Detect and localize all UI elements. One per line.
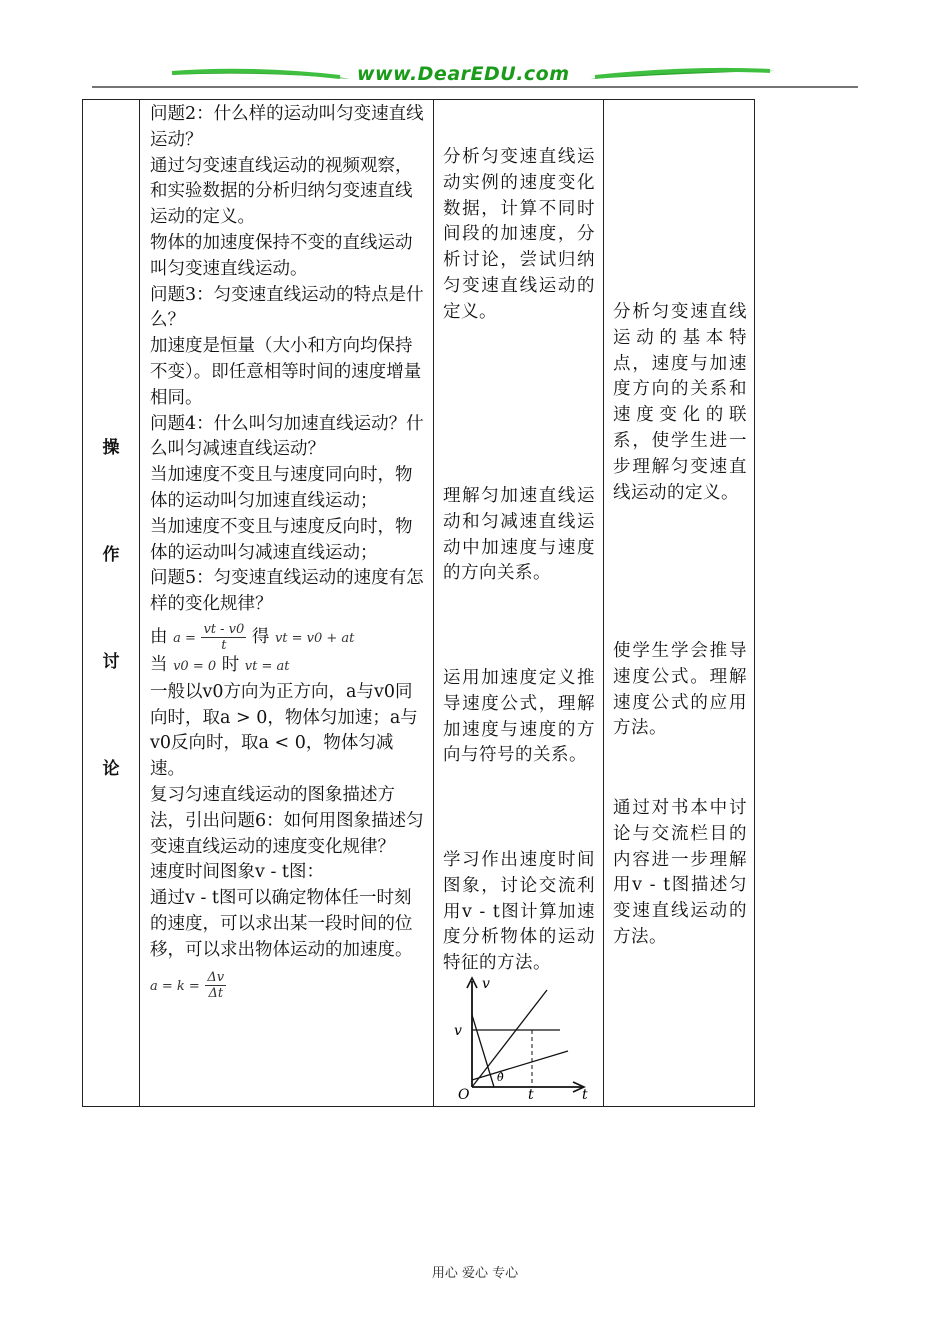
table-row xyxy=(83,100,755,1107)
formula-lhs: a = xyxy=(173,630,196,646)
formula-result: vt = at xyxy=(244,658,290,674)
site-header xyxy=(0,55,950,95)
question-2-answer: 物体的加速度保持不变的直线运动叫匀变速直线运动。 xyxy=(150,232,413,279)
design-intent-2: 使学生学会推导速度公式。理解速度公式的应用方法。 xyxy=(613,641,747,739)
question-2-method: 通过匀变速直线运动的视频观察，和实验数据的分析归纳匀变速直线运动的定义。 xyxy=(150,155,413,228)
design-intent-3: 通过对书本中讨论与交流栏目的内容进一步理解用v - t图描述匀变速直线运动的方法。 xyxy=(613,798,747,947)
question-4-answer-1: 当加速度不变且与速度同向时，物体的运动叫匀加速直线运动； xyxy=(150,465,413,511)
formula-connector: 时 xyxy=(221,654,240,675)
question-6-intro: 复习匀速直线运动的图象描述方法，引出问题6：如何用图象描述匀变速直线运动的速度变化规律？ xyxy=(150,784,424,857)
formula-zero-initial xyxy=(150,653,427,680)
vt-graph xyxy=(442,975,592,1100)
formula-velocity xyxy=(150,622,427,653)
formula-rhs: vt = v0 + at xyxy=(274,630,355,646)
fraction-denominator: Δt xyxy=(208,985,224,1001)
formula-fraction xyxy=(205,970,226,1001)
stage-char-3: 讨 xyxy=(102,652,120,672)
design-intent-1: 分析匀变速直线运动的基本特点，速度与加速度方向的关系和速度变化的联系，使学生进一步理解匀变速直线运动的定义。 xyxy=(613,302,747,503)
formula-connector: 得 xyxy=(251,626,270,647)
student-activity-2: 理解匀加速直线运动和匀减速直线运动中加速度与速度的方向关系。 xyxy=(443,486,595,584)
teacher-activity-cell xyxy=(140,100,434,1107)
formula-prefix: 由 xyxy=(150,626,168,647)
formula-fraction xyxy=(201,622,246,653)
stage-char-1: 操 xyxy=(102,438,120,458)
student-activity-4: 学习作出速度时间图象，讨论交流利用v - t图计算加速度分析物体的运动特征的方法。 xyxy=(443,850,595,974)
lesson-table xyxy=(82,99,755,1107)
graph-y-label: v xyxy=(482,976,490,992)
student-activity-3: 运用加速度定义推导速度公式，理解加速度与速度的方向与符号的关系。 xyxy=(443,668,595,766)
stage-char-4: 论 xyxy=(102,759,120,779)
question-4: 问题4：什么叫匀加速直线运动？什么叫匀减速直线运动？ xyxy=(150,413,424,460)
site-logo-text[interactable]: www.DearEDU.com xyxy=(357,63,570,85)
fraction-numerator: vt - v0 xyxy=(203,621,245,637)
question-5: 问题5：匀变速直线运动的速度有怎样的变化规律？ xyxy=(150,568,424,615)
formula-condition: v0 = 0 xyxy=(173,658,217,674)
design-intent-cell xyxy=(604,100,755,1107)
vt-graph-desc: 通过v - t图可以确定物体任一时刻的速度，可以求出某一段时间的位移，可以求出物体运动的加速度。 xyxy=(150,888,413,960)
formula-slope xyxy=(150,970,427,1001)
question-3-answer: 加速度是恒量（大小和方向均保持不变）。即任意相等时间的速度增量相同。 xyxy=(150,336,422,408)
formula-lhs: a = k = xyxy=(150,978,200,994)
fraction-numerator: Δv xyxy=(207,969,225,985)
page-footer: 用心 爱心 专心 xyxy=(431,1266,519,1281)
vt-graph-title: 速度时间图象v - t图： xyxy=(150,862,324,883)
graph-angle: θ xyxy=(497,1071,504,1084)
graph-x-label: t xyxy=(582,1087,588,1100)
sign-convention: 一般以v0方向为正方向，a与v0同向时，取a > 0，物体匀加速；a与v0反向时，取a < 0，物体匀减速。 xyxy=(150,681,418,780)
stage-cell xyxy=(83,100,140,1107)
graph-v-mark: v xyxy=(454,1023,462,1039)
student-activity-1: 分析匀变速直线运动实例的速度变化数据，计算不同时间段的加速度，分析讨论，尝试归纳匀变速直线运动的定义。 xyxy=(443,147,595,322)
student-activity-cell xyxy=(434,100,604,1107)
formula-prefix: 当 xyxy=(150,654,168,675)
graph-t-mark: t xyxy=(528,1087,534,1100)
question-2: 问题2：什么样的运动叫匀变速直线运动？ xyxy=(150,104,424,150)
stage-char-2: 作 xyxy=(102,545,120,565)
question-4-answer-2: 当加速度不变且与速度反向时，物体的运动叫匀减速直线运动； xyxy=(150,516,413,563)
question-3: 问题3：匀变速直线运动的特点是什么？ xyxy=(150,284,424,331)
fraction-denominator: t xyxy=(221,637,227,653)
graph-origin: O xyxy=(458,1087,470,1100)
